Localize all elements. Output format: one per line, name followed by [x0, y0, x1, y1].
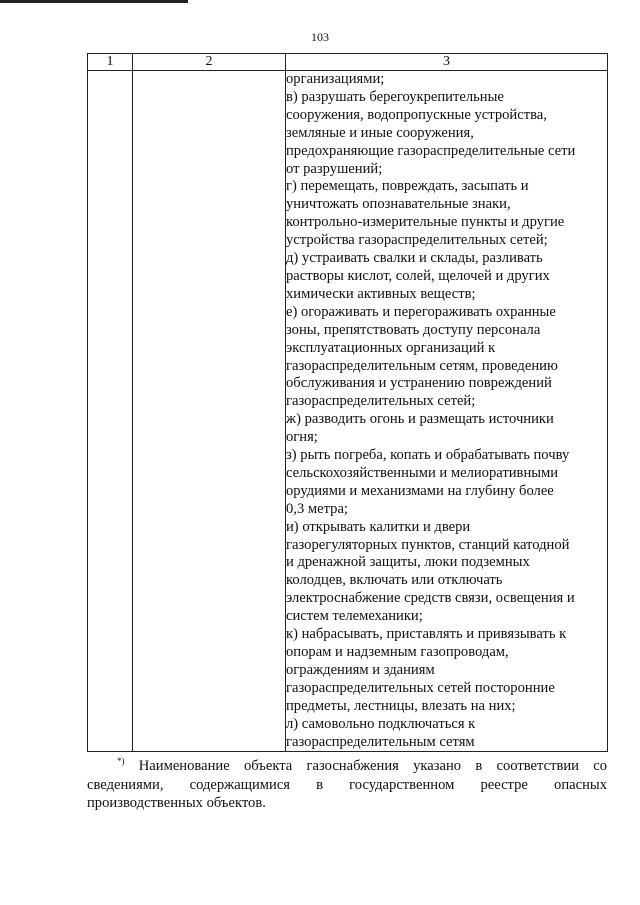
- cell-col-3: [286, 71, 608, 752]
- text-line: з) рыть погреба, копать и обрабатывать почву: [286, 447, 570, 464]
- text-line: электроснабжение средств связи, освещения и: [286, 590, 575, 607]
- text-line: земляные и иные сооружения,: [286, 124, 474, 141]
- text-line: ж) разводить огонь и размещать источники: [286, 411, 554, 428]
- text-line: е) огораживать и перегораживать охранные: [286, 303, 556, 320]
- text-line: ограждениям и зданиям: [286, 661, 435, 678]
- text-line: в) разрушать берегоукрепительные: [286, 88, 504, 105]
- cell-col-2: [133, 71, 286, 752]
- text-line: предохраняющие газораспределительные сети: [286, 142, 576, 159]
- text-line: колодцев, включать или отключать: [286, 572, 503, 589]
- text-line: и) открывать калитки и двери: [286, 518, 471, 535]
- text-line: л) самовольно подключаться к: [286, 715, 476, 732]
- text-line: 0,3 метра;: [286, 500, 348, 517]
- table-header-row: [88, 54, 608, 71]
- text-line: растворы кислот, солей, щелочей и других: [286, 267, 550, 284]
- cell-col-1: [88, 71, 133, 752]
- text-line: систем телемеханики;: [286, 608, 423, 625]
- column-header-1: 1: [88, 54, 133, 71]
- footnote-line: сведениями, содержащимися в государственном реестре опасных: [87, 776, 607, 793]
- text-line: г) перемещать, повреждать, засыпать и: [286, 178, 529, 195]
- column-header-2: 2: [133, 54, 286, 71]
- text-line: газораспределительным сетям, проведению: [286, 357, 558, 374]
- text-line: зоны, препятствовать доступу персонала: [286, 321, 541, 338]
- footnote: [87, 757, 607, 813]
- footnote-text: Наименование объекта газоснабжения указано в соответствии со: [138, 758, 607, 774]
- footnote-line: производственных объектов.: [87, 795, 266, 811]
- text-line: газораспределительным сетям: [286, 733, 475, 750]
- footnote-line: [87, 757, 607, 776]
- regulation-table: [87, 53, 608, 752]
- text-line: контрольно-измерительные пункты и другие: [286, 214, 565, 231]
- text-line: химически активных веществ;: [286, 285, 476, 302]
- top-rule: [0, 0, 188, 3]
- column-header-3: 3: [286, 54, 608, 71]
- text-line: предметы, лестницы, влезать на них;: [286, 697, 516, 714]
- text-line: д) устраивать свалки и склады, разливать: [286, 250, 543, 267]
- text-line: газораспределительных сетей посторонние: [286, 679, 555, 696]
- text-line: обслуживания и устранению повреждений: [286, 375, 552, 392]
- text-line: эксплуатационных организаций к: [286, 339, 496, 356]
- table-row: [88, 71, 608, 752]
- text-line: опорам и надземным газопроводам,: [286, 644, 509, 660]
- text-line: от разрушений;: [286, 160, 383, 177]
- text-line: к) набрасывать, приставлять и привязывать к: [286, 626, 567, 643]
- page-number: 103: [311, 30, 329, 44]
- text-line: сельскохозяйственными и мелиоративными: [286, 464, 559, 481]
- footnote-marker: *): [117, 756, 125, 767]
- text-line: орудиями и механизмами на глубину более: [286, 482, 554, 499]
- text-line: уничтожать опознавательные знаки,: [286, 196, 511, 213]
- text-line: газораспределительных сетей;: [286, 393, 476, 410]
- text-line: и дренажной защиты, люки подземных: [286, 554, 530, 571]
- text-line: сооружения, водопропускные устройства,: [286, 106, 547, 123]
- text-line: огня;: [286, 429, 318, 446]
- text-line: газорегуляторных пунктов, станций катодной: [286, 536, 570, 553]
- text-line: организациями;: [286, 71, 385, 87]
- text-line: устройства газораспределительных сетей;: [286, 232, 548, 249]
